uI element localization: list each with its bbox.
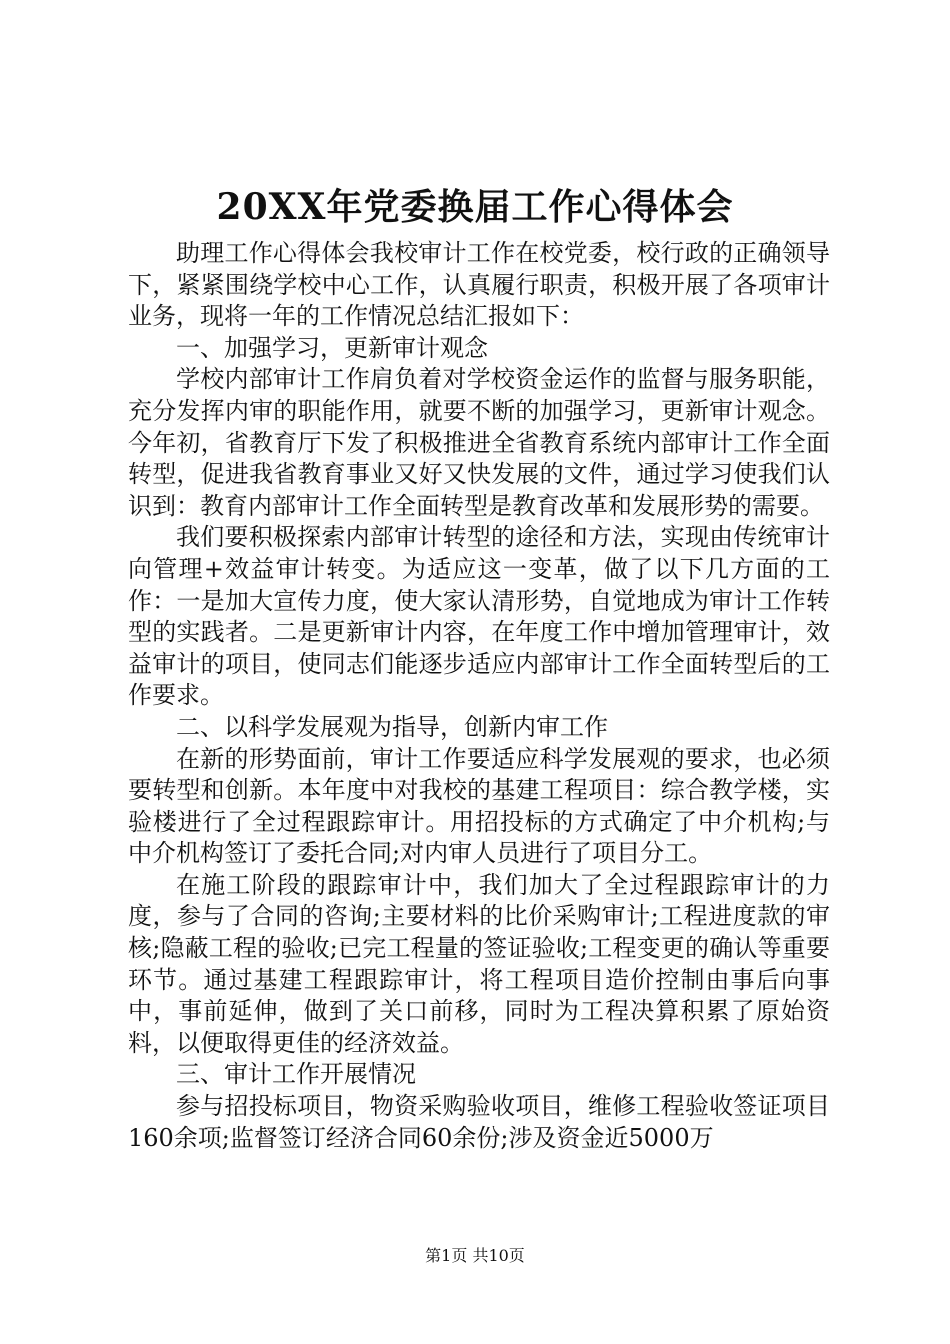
section-heading-3: 三、审计工作开展情况 [176, 1060, 416, 1089]
paragraph: 我们要积极探索内部审计转型的途径和方法，实现由传统审计向管理+效益审计转变。为适应这一变革，做了以下几方面的工作：一是加大宣传力度，使大家认清形势，自觉地成为审计工作转型的实践者。二是更新审计内容，在年度工作中增加管理审计，效益审计的项目，使同志们能逐步适应内部审计工作全面转型后的工作要求。 [128, 523, 830, 710]
page-number-footer: 第1页 共10页 [425, 1246, 525, 1265]
document-body [128, 238, 830, 1154]
paragraph: 参与招投标项目，物资采购验收项目，维修工程验收签证项目160余项;监督签订经济合同60余份;涉及资金近5000万 [128, 1092, 830, 1152]
paragraph: 学校内部审计工作肩负着对学校资金运作的监督与服务职能，充分发挥内审的职能作用，就要不断的加强学习，更新审计观念。今年初，省教育厅下发了积极推进全省教育系统内部审计工作全面转型，促进我省教育事业又好又快发展的文件，通过学习使我们认识到：教育内部审计工作全面转型是教育改革和发展形势的需要。 [128, 365, 830, 520]
document-title: 20XX年党委换届工作心得体会 [216, 186, 734, 228]
section-heading-1: 一、加强学习，更新审计观念 [176, 333, 488, 362]
section-heading-2: 二、以科学发展观为指导，创新内审工作 [176, 712, 608, 741]
paragraph: 在施工阶段的跟踪审计中，我们加大了全过程跟踪审计的力度，参与了合同的咨询;主要材料的比价采购审计;工程进度款的审核;隐蔽工程的验收;已完工程量的签证验收;工程变更的确认等重要环节。通过基建工程跟踪审计，将工程项目造价控制由事后向事中，事前延伸，做到了关口前移，同时为工程决算积累了原始资料，以便取得更佳的经济效益。 [128, 870, 830, 1057]
paragraph-intro: 助理工作心得体会我校审计工作在校党委，校行政的正确领导下，紧紧围绕学校中心工作，认真履行职责，积极开展了各项审计业务，现将一年的工作情况总结汇报如下： [128, 239, 830, 331]
paragraph: 在新的形势面前，审计工作要适应科学发展观的要求，也必须要转型和创新。本年度中对我校的基建工程项目：综合教学楼，实验楼进行了全过程跟踪审计。用招投标的方式确定了中介机构;与中介机构签订了委托合同;对内审人员进行了项目分工。 [128, 744, 830, 868]
